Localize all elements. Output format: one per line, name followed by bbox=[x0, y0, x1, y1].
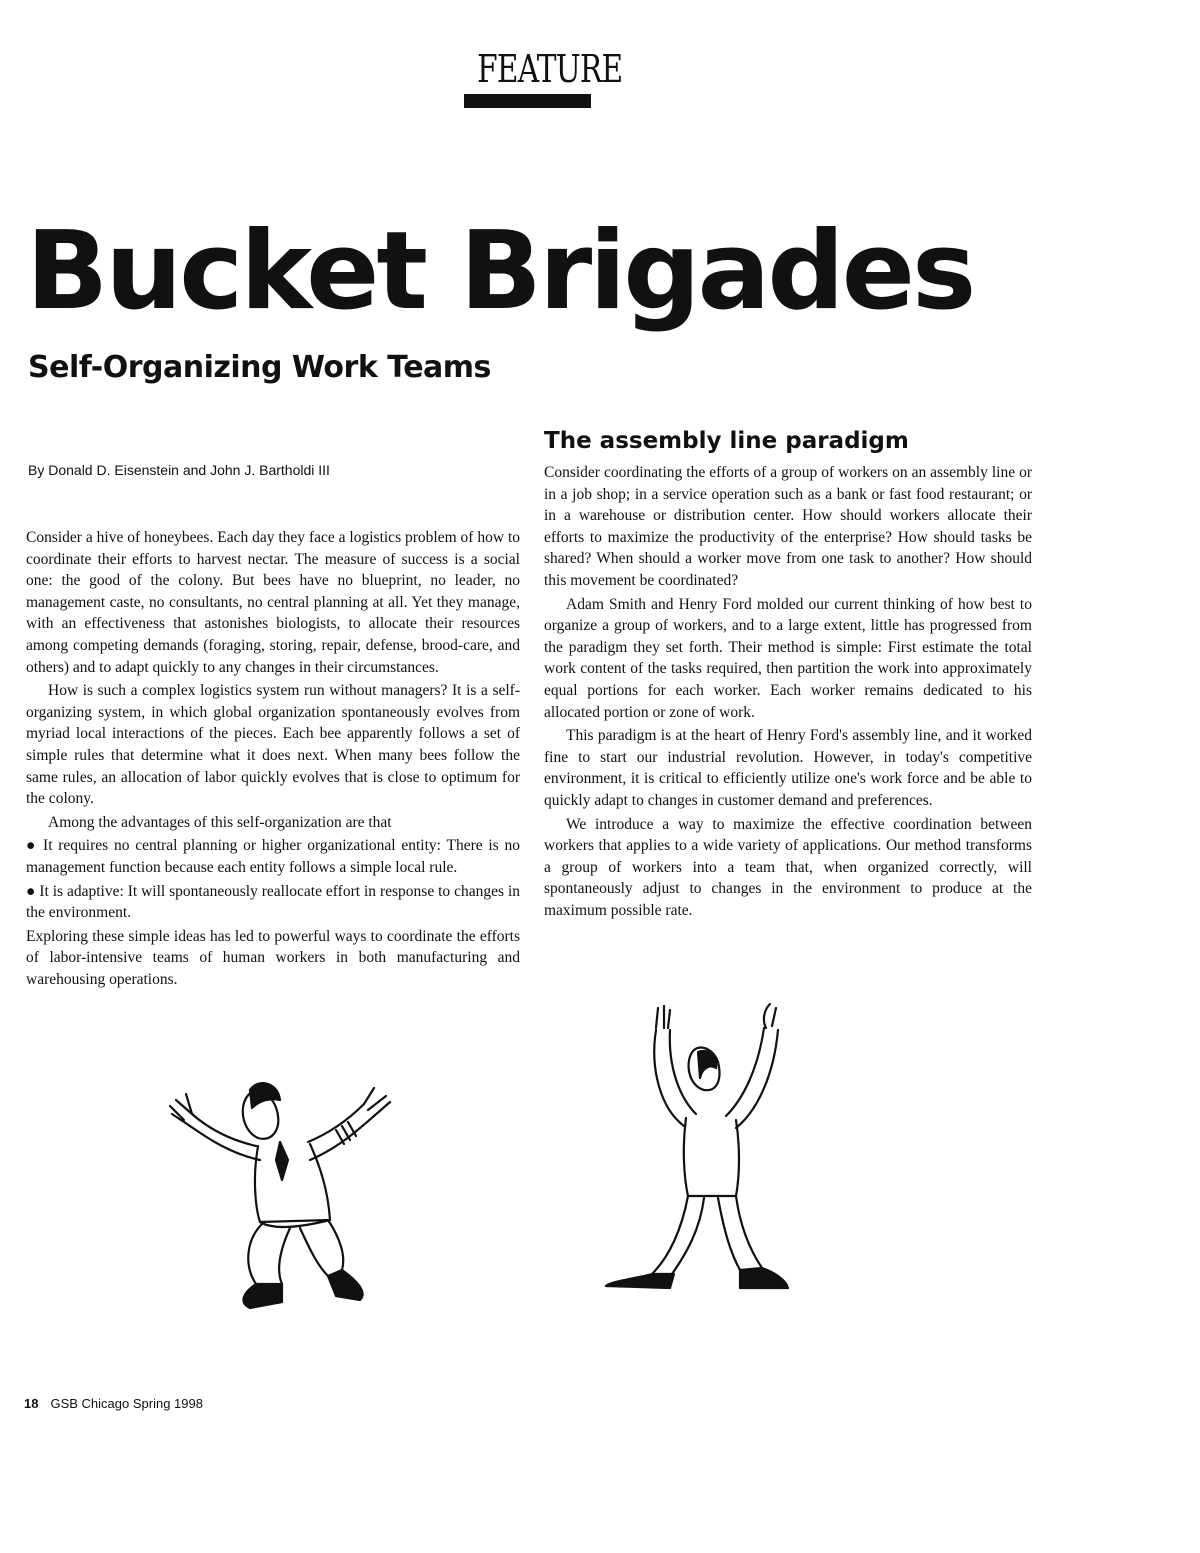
publication-name: GSB Chicago Spring 1998 bbox=[50, 1396, 203, 1411]
bullet-item bbox=[26, 881, 520, 924]
bullet-text: It is adaptive: It will spontaneously reallocate effort in response to changes in the environment. bbox=[26, 882, 520, 922]
section-label: FEATURE bbox=[477, 47, 623, 91]
paragraph: Exploring these simple ideas has led to powerful ways to coordinate the efforts of labor-intensive teams of human workers in both manufacturing and warehousing operations. bbox=[26, 927, 520, 988]
dancing-man-illustration bbox=[160, 1070, 420, 1350]
paragraph: We introduce a way to maximize the effective coordination between workers that applies to a wide variety of applications. Our method transforms a group of workers into a team that, when organized correctly, will spontaneously adjust to changes in the environment to produce at the maximum possible rate. bbox=[544, 815, 1032, 919]
paragraph: Adam Smith and Henry Ford molded our current thinking of how best to organize a group of workers, and to a large extent, little has progressed from the paradigm they set forth. Their method is simple: First estimate the total work content of the tasks required, then partition the work into approximately equal portions for each worker. Each worker remains dedicated to his allocated portion or zone of work. bbox=[544, 595, 1032, 721]
section-label-bar bbox=[464, 94, 591, 108]
cheering-man-illustration bbox=[590, 998, 820, 1298]
bullet-icon: ● bbox=[26, 882, 40, 900]
article-subtitle: Self-Organizing Work Teams bbox=[28, 350, 491, 385]
page-number: 18 bbox=[24, 1396, 39, 1411]
left-column bbox=[26, 527, 520, 992]
paragraph: Among the advantages of this self-organization are that bbox=[48, 813, 392, 831]
bullet-text: It requires no central planning or higher organizational entity: There is no management function because each entity follows a simple local rule. bbox=[26, 837, 520, 876]
paragraph: This paradigm is at the heart of Henry Ford's assembly line, and it worked fine to start our industrial revolution. However, in today's competitive environment, it is critical to efficiently utilize one's work force and be able to quickly adapt to changes in customer demand and preferences. bbox=[544, 727, 1032, 809]
bullet-icon: ● bbox=[26, 837, 44, 855]
page-footer bbox=[24, 1396, 203, 1411]
bullet-item bbox=[26, 835, 520, 878]
paragraph: Consider coordinating the efforts of a group of workers on an assembly line or in a job shop; in a service operation such as a bank or fast food restaurant; or in a warehouse or distribution center. How should workers allocate their efforts to maximize the productivity of the enterprise? How should tasks be shared? When should a worker move from one task to another? How should this movement be coordinated? bbox=[544, 464, 1032, 589]
article-title: Bucket Brigades bbox=[26, 209, 974, 334]
byline: By Donald D. Eisenstein and John J. Bartholdi III bbox=[28, 462, 330, 478]
paragraph: Consider a hive of honeybees. Each day they face a logistics problem of how to coordinate their efforts to harvest nectar. The measure of success is a social one: the good of the colony. But bees have no blueprint, no leader, no management caste, no consultants, no central planning at all. Yet they manage, with an effectiveness that astonishes biologists, to allocate their resources among competing demands (foraging, storing, repair, defense, brood-care, and others) and to adapt quickly to any changes in their circumstances. bbox=[26, 529, 520, 676]
right-column bbox=[544, 462, 1032, 923]
paragraph: How is such a complex logistics system run without managers? It is a self-organizing system, in which global organization spontaneously evolves from myriad local interactions of the pieces. Each bee apparently follows a set of simple rules that determine what it does next. When many bees follow the same rules, an allocation of labor quickly evolves that is close to optimum for the colony. bbox=[26, 682, 520, 808]
section-heading: The assembly line paradigm bbox=[544, 428, 909, 454]
